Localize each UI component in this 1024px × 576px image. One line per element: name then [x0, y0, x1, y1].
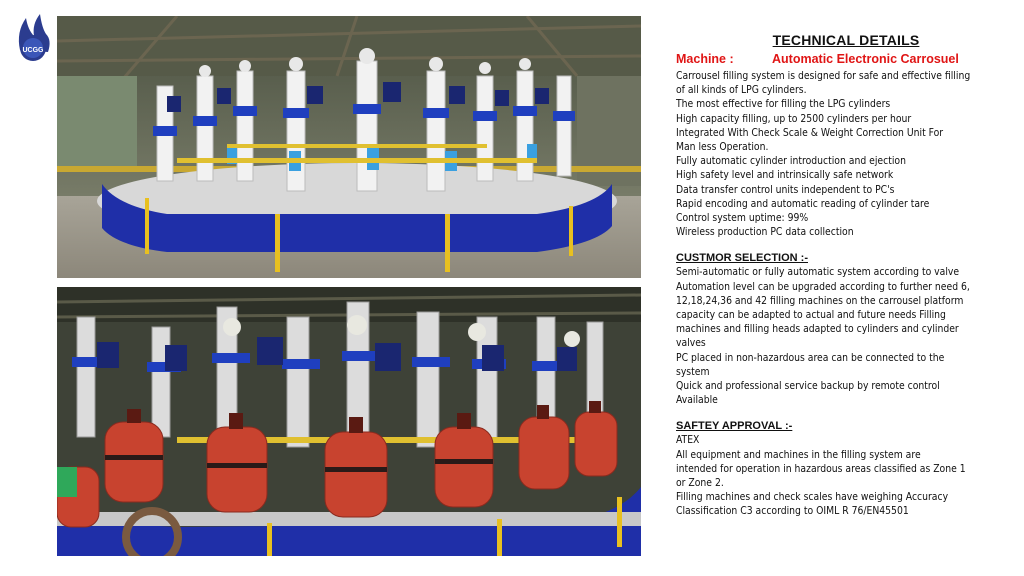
customer-line: Quick and professional service backup by remote control — [676, 380, 940, 393]
detail-line: Fully automatic cylinder introduction and ejection — [676, 155, 906, 168]
safety-line: or Zone 2. — [676, 477, 724, 490]
detail-line: Man less Operation. — [676, 141, 769, 154]
detail-line: Wireless production PC data collection — [676, 226, 854, 239]
safety-line: Classification C3 according to OIML R 76/EN45501 — [676, 505, 909, 518]
machine-label: Machine : — [676, 52, 734, 66]
company-logo — [12, 10, 54, 64]
detail-line: Data transfer control units independent to PC's — [676, 183, 895, 196]
safety-line: Filling machines and check scales have weighing Accuracy — [676, 491, 949, 504]
detail-line: Carrousel filling system is designed for safe and effective filling — [676, 70, 971, 82]
machine-value: Automatic Electronic Carrosuel — [772, 52, 959, 66]
customer-line: Semi-automatic or fully automatic system according to valve — [676, 266, 960, 279]
customer-line: Automation level can be upgraded according to further need 6, — [676, 280, 970, 293]
safety-approval-title: SAFTEY APPROVAL :- — [676, 420, 793, 433]
detail-line: Rapid encoding and automatic reading of cylinder tare — [676, 197, 930, 210]
detail-line: of all kinds of LPG cylinders. — [676, 84, 807, 97]
customer-selection-list — [676, 265, 1016, 407]
customer-line: capacity can be adapted to actual and future needs Filling — [676, 309, 946, 322]
safety-line: ATEX — [676, 434, 700, 447]
safety-line: All equipment and machines in the filling system are — [676, 448, 921, 461]
detail-line: Control system uptime: 99% — [676, 212, 809, 225]
detail-line: High safety level and intrinsically safe network — [676, 169, 894, 182]
safety-approval-list — [676, 433, 1016, 518]
carrousel-photo-top — [57, 16, 641, 278]
detail-line: High capacity filling, up to 2500 cylinders per hour — [676, 112, 912, 125]
technical-details-title: TECHNICAL DETAILS — [772, 32, 920, 48]
customer-line: machines and filling heads adapted to cylinders and cylinder — [676, 323, 959, 336]
carrousel-photo-bottom — [57, 287, 641, 556]
customer-line: 12,18,24,36 and 42 filling machines on the carrousel platform — [676, 294, 964, 307]
technical-details-list — [676, 69, 1016, 239]
detail-line: Integrated With Check Scale & Weight Correction Unit For — [676, 126, 944, 139]
technical-details-panel — [676, 32, 1016, 519]
customer-line: PC placed in non-hazardous area can be connected to the — [676, 351, 945, 364]
safety-line: intended for operation in hazardous areas classified as Zone 1 — [676, 462, 966, 475]
customer-selection-title: CUSTMOR SELECTION :- — [676, 252, 808, 265]
machine-row — [676, 52, 1016, 68]
customer-line: Available — [676, 394, 718, 407]
customer-line: valves — [676, 337, 706, 350]
customer-line: system — [676, 365, 710, 378]
detail-line: The most effective for filling the LPG cylinders — [676, 98, 891, 111]
logo-text: UCGG — [22, 47, 44, 54]
